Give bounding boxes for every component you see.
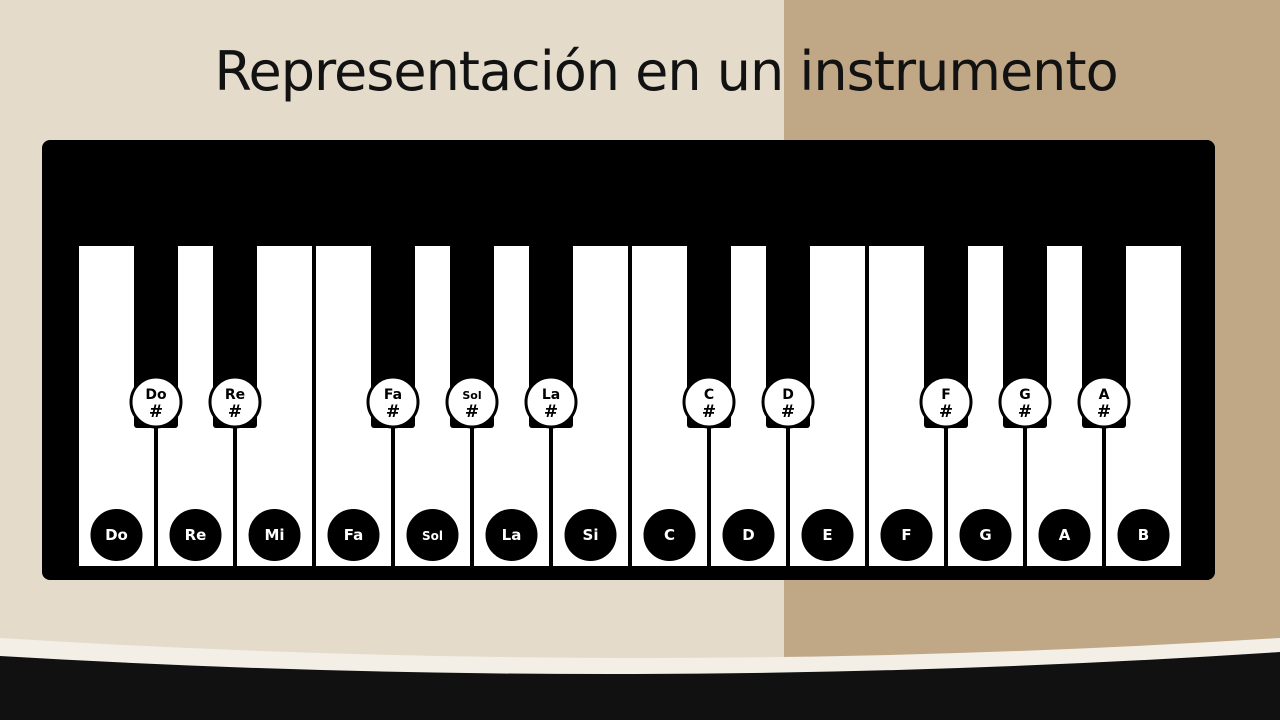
- footer-band: [0, 620, 1280, 720]
- black-key-note: Do: [145, 387, 167, 403]
- white-key-label: Mi: [264, 526, 285, 544]
- black-key-note: D: [782, 387, 794, 403]
- white-key-label: B: [1137, 526, 1150, 544]
- white-key-label: C: [663, 526, 676, 544]
- white-key-label: La: [501, 526, 522, 544]
- sharp-symbol: #: [464, 402, 480, 422]
- black-key-note: F: [941, 387, 951, 403]
- white-key-label: Sol: [422, 529, 443, 543]
- black-key-note: G: [1019, 387, 1031, 403]
- black-key-note: La: [541, 387, 561, 403]
- white-key-label: E: [822, 526, 833, 544]
- black-key-note: Re: [224, 387, 246, 403]
- sharp-symbol: #: [1096, 402, 1112, 422]
- sharp-symbol: #: [227, 402, 243, 422]
- black-key-note: Sol: [462, 389, 482, 402]
- black-key-note: A: [1098, 387, 1110, 403]
- sharp-symbol: #: [385, 402, 401, 422]
- sharp-symbol: #: [148, 402, 164, 422]
- white-key-label: G: [979, 526, 992, 544]
- sharp-symbol: #: [1017, 402, 1033, 422]
- black-key-note: C: [703, 387, 715, 403]
- white-key-label: Si: [582, 526, 599, 544]
- white-key-label: Do: [105, 526, 128, 544]
- white-key-label: D: [742, 526, 755, 544]
- white-key-label: A: [1058, 526, 1071, 544]
- slide-title: Representación en un instrumento: [214, 40, 1118, 103]
- sharp-symbol: #: [938, 402, 954, 422]
- white-key-label: Re: [184, 526, 207, 544]
- sharp-symbol: #: [543, 402, 559, 422]
- black-key-note: Fa: [383, 387, 403, 403]
- white-key-label: F: [901, 526, 912, 544]
- sharp-symbol: #: [701, 402, 717, 422]
- sharp-symbol: #: [780, 402, 796, 422]
- white-key-label: Fa: [343, 526, 364, 544]
